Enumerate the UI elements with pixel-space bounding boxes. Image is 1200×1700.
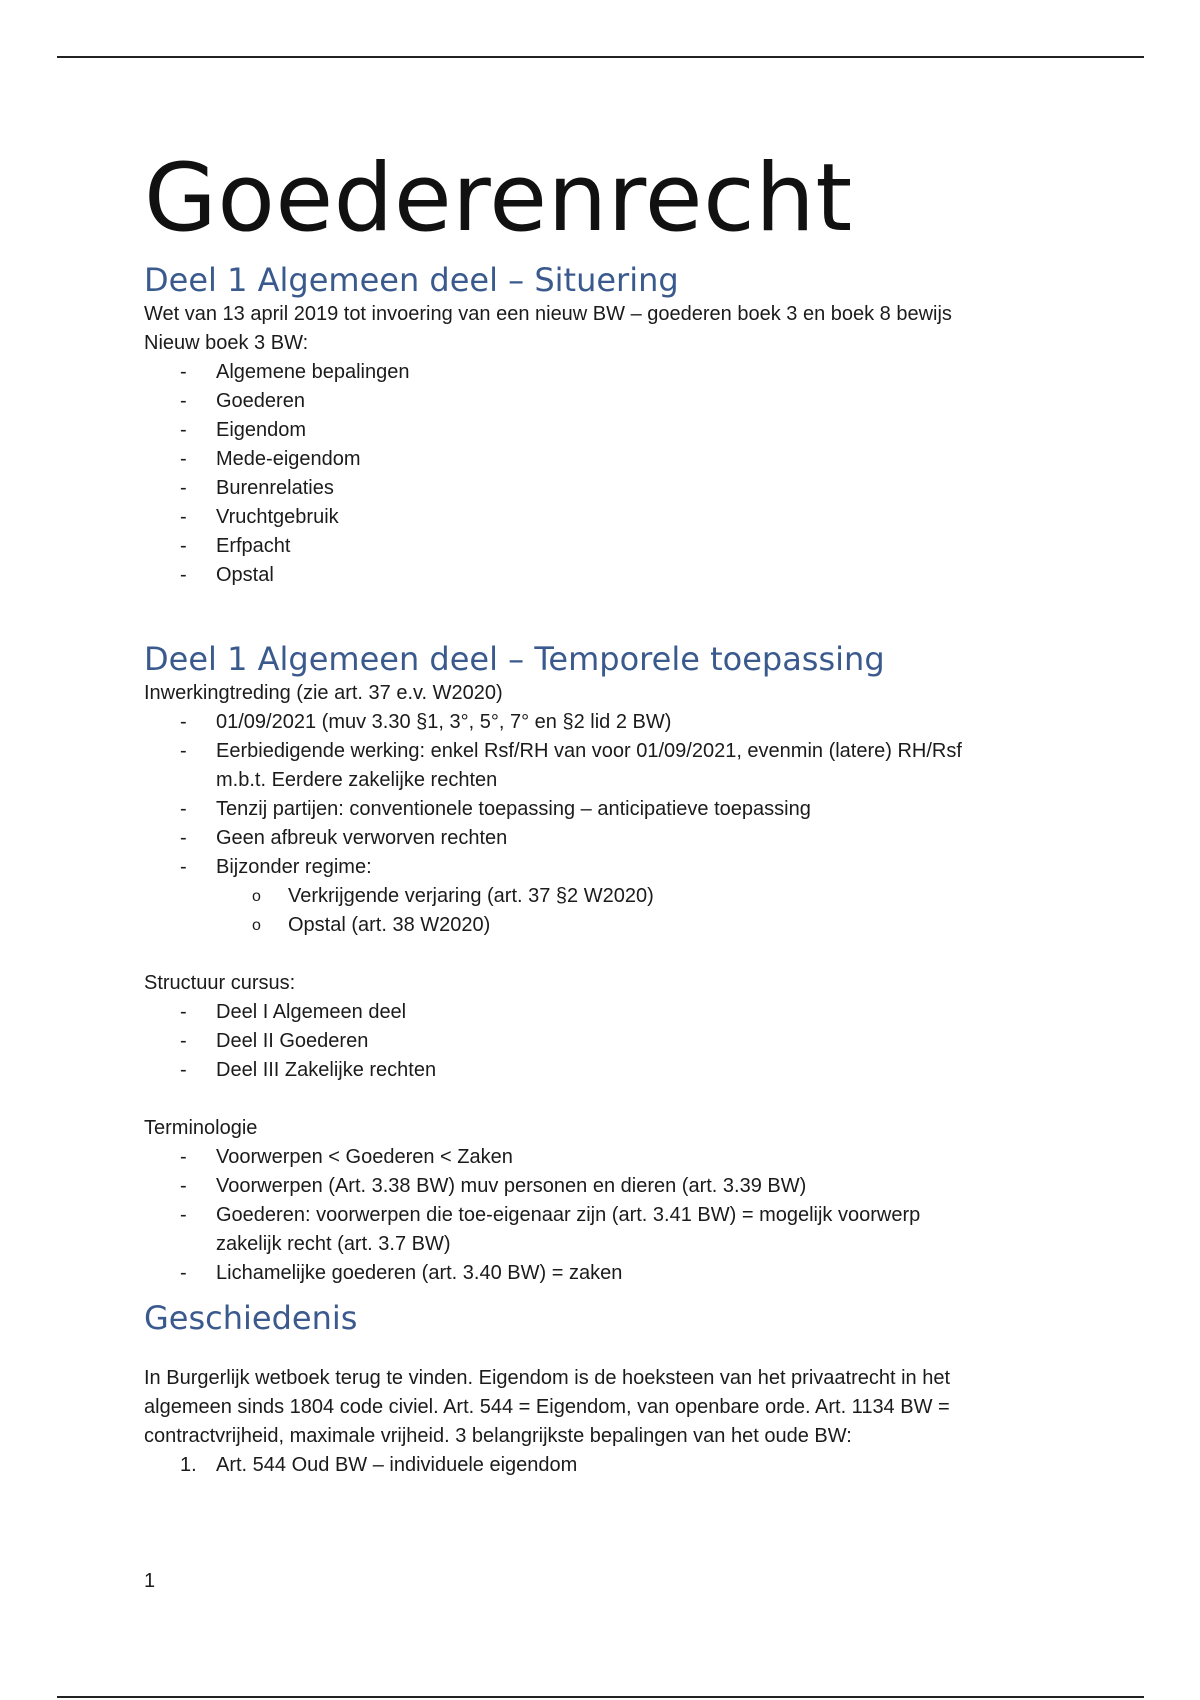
sub-list-item [144,911,1074,940]
bullet-marker: - [180,740,187,762]
list-item-text: Erfpacht [216,535,291,557]
paragraph-nieuw-boek: Nieuw boek 3 BW: [144,332,309,354]
list-item-text: Voorwerpen < Goederen < Zaken [216,1146,513,1168]
list-item-text-continued: m.b.t. Eerdere zakelijke rechten [216,769,498,791]
list-item [144,561,1074,590]
list-item-text: Opstal (art. 38 W2020) [288,914,491,936]
list-item [144,1259,1074,1288]
list-item [144,416,1074,445]
bullet-marker: - [180,361,187,383]
list-item [144,795,1074,824]
terminology-label: Terminologie [144,1117,258,1139]
bullet-marker: - [180,1146,187,1168]
list-item-text: Art. 544 Oud BW – individuele eigendom [216,1454,578,1476]
paragraph-wet: Wet van 13 april 2019 tot invoering van een nieuw BW – goederen boek 3 en boek 8 bewijs [144,303,952,325]
list-item [144,1172,1074,1201]
list-item [144,445,1074,474]
document-title: Goederenrecht [144,144,853,253]
spacer [144,1288,1074,1298]
list-item [144,474,1074,503]
bullet-marker: - [180,564,187,586]
bullet-marker: - [180,1030,187,1052]
bullet-marker: - [180,1175,187,1197]
list-item [144,737,1074,795]
document-page [144,140,1074,1480]
bullet-marker: - [180,448,187,470]
list-item-text: Voorwerpen (Art. 3.38 BW) muv personen en dieren (art. 3.39 BW) [216,1175,807,1197]
list-item-text: Burenrelaties [216,477,334,499]
spacer [144,590,1074,639]
list-item [144,708,1074,737]
bullet-marker: - [180,798,187,820]
list-item [144,387,1074,416]
list-item [144,1201,1074,1259]
bullet-marker: - [180,477,187,499]
list-item-text: Algemene bepalingen [216,361,410,383]
spacer [144,1085,1074,1114]
list-item-text: Vruchtgebruik [216,506,339,528]
numbered-list [144,1451,1074,1480]
list-item [144,358,1074,387]
bullet-marker: - [180,419,187,441]
list-item [144,1143,1074,1172]
bullet-marker: - [180,827,187,849]
list-item-text: Deel I Algemeen deel [216,1001,407,1023]
list-item [144,824,1074,853]
spacer [144,1338,1074,1364]
list-structuur [144,998,1074,1085]
sub-bullet-marker: o [252,917,261,934]
list-item-text: Goederen [216,390,305,412]
list-item-text: Opstal [216,564,274,586]
bullet-marker: - [180,390,187,412]
list-item-text: Goederen: voorwerpen die toe-eigenaar zijn (art. 3.41 BW) = mogelijk voorwerp [216,1204,921,1226]
list-item [144,1027,1074,1056]
structure-label: Structuur cursus: [144,972,296,994]
list-item-text-continued: zakelijk recht (art. 3.7 BW) [216,1233,451,1255]
sub-list-item [144,882,1074,911]
spacer [144,940,1074,969]
numbered-item [144,1451,1074,1480]
heading-situering: Deel 1 Algemeen deel – Situering [144,261,679,299]
list-item-text: Deel III Zakelijke rechten [216,1059,437,1081]
list-item [144,1056,1074,1085]
bullet-marker: - [180,1059,187,1081]
list-item-text: Mede-eigendom [216,448,361,470]
bullet-marker: - [180,506,187,528]
list-item [144,998,1074,1027]
bullet-marker: - [180,1204,187,1226]
list-temporele [144,708,1074,940]
paragraph-geschiedenis-line: contractvrijheid, maximale vrijheid. 3 belangrijkste bepalingen van het oude BW: [144,1425,852,1447]
list-item-text: Verkrijgende verjaring (art. 37 §2 W2020) [288,885,654,907]
list-item-text: Bijzonder regime: [216,856,372,878]
heading-geschiedenis: Geschiedenis [144,1299,358,1337]
paragraph-inwerkingtreding: Inwerkingtreding (zie art. 37 e.v. W2020) [144,682,503,704]
list-item-text: Eerbiedigende werking: enkel Rsf/RH van voor 01/09/2021, evenmin (latere) RH/Rsf [216,740,962,762]
sub-bullet-marker: o [252,888,261,905]
list-item [144,503,1074,532]
number-marker: 1. [180,1454,197,1476]
bullet-marker: - [180,535,187,557]
bullet-marker: - [180,711,187,733]
paragraph-geschiedenis-line: algemeen sinds 1804 code civiel. Art. 544 = Eigendom, van openbare orde. Art. 1134 BW = [144,1396,950,1418]
bullet-marker: - [180,856,187,878]
list-item [144,853,1074,882]
list-item-text: Geen afbreuk verworven rechten [216,827,508,849]
list-item-text: Lichamelijke goederen (art. 3.40 BW) = zaken [216,1262,623,1284]
list-item [144,532,1074,561]
footer-rule [57,1696,1144,1698]
list-item-text: Tenzij partijen: conventionele toepassing – anticipatieve toepassing [216,798,811,820]
bullet-marker: - [180,1001,187,1023]
list-terminologie [144,1143,1074,1288]
list-item-text: Deel II Goederen [216,1030,369,1052]
list-item-text: 01/09/2021 (muv 3.30 §1, 3°, 5°, 7° en §2 lid 2 BW) [216,711,672,733]
bullet-marker: - [180,1262,187,1284]
page-number: 1 [144,1570,156,1592]
list-boek3-topics [144,358,1074,590]
paragraph-geschiedenis-line: In Burgerlijk wetboek terug te vinden. Eigendom is de hoeksteen van het privaatrecht in het [144,1367,951,1389]
header-rule [57,56,1144,58]
heading-temporele-toepassing: Deel 1 Algemeen deel – Temporele toepassing [144,640,885,678]
list-item-text: Eigendom [216,419,307,441]
